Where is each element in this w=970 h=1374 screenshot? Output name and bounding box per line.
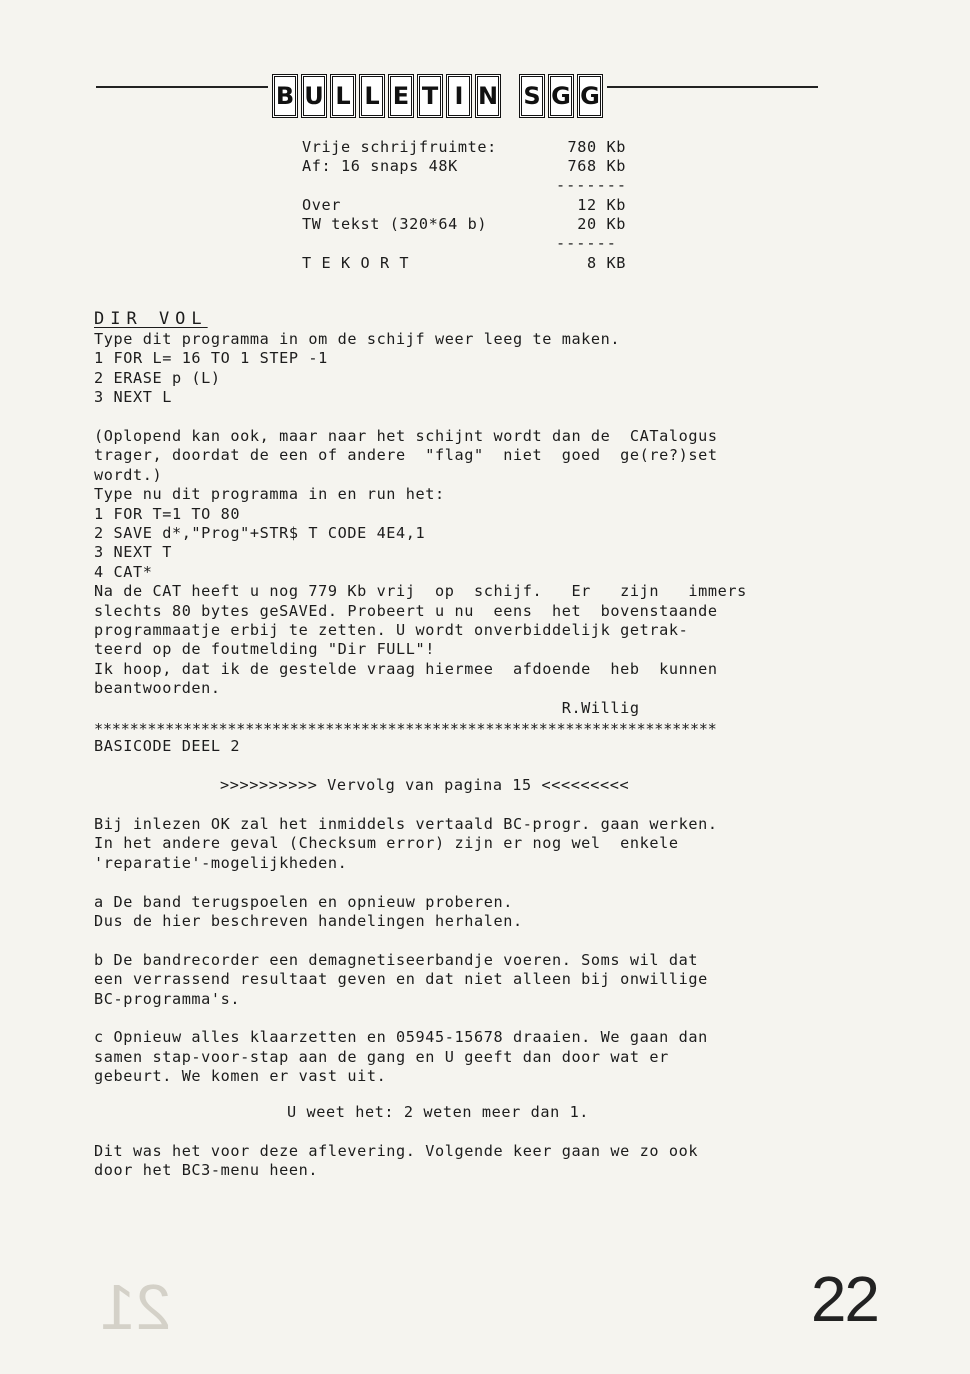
space-row-label: TW tekst (320*64 b) [302,215,488,233]
text-line: samen stap-voor-stap aan de gang en U geeft dan door wat er [94,1047,669,1066]
text-line: Na de CAT heeft u nog 779 Kb vrij op schijf. Er zijn immers [94,582,747,601]
bleed-through-number: 21 [100,1271,172,1343]
space-row-value: 8 KB [587,254,626,272]
text-line: 2 SAVE d*,"Prog"+STR$ T CODE 4E4,1 [94,524,426,542]
asterisk-separator: ********************************************************************** [94,720,717,738]
basicode-heading: BASICODE DEEL 2 [94,737,241,755]
text-line: Dit was het voor deze aflevering. Volgende keer gaan we zo ook [94,1142,699,1160]
text-line: 3 NEXT T [94,543,172,562]
text-line: wordt.) [94,465,163,484]
text-line: 1 FOR T=1 TO 80 [94,504,241,523]
text-line: Dus de hier beschreven handelingen herhalen. [94,912,523,930]
motto-line: U weet het: 2 weten meer dan 1. [287,1103,590,1121]
space-row-label: Over [302,196,341,214]
text-line: BC-programma's. [94,989,241,1008]
title-letter: N [475,74,501,118]
text-line: 4 CAT* [94,562,153,581]
title-letter: T [417,74,443,118]
title-letter: G [548,74,574,118]
text-line: (Oplopend kan ook, maar naar het schijnt wordt dan de CATalogus [94,427,718,445]
text-line: Bij inlezen OK zal het inmiddels vertaald BC-progr. gaan werken. [94,815,718,833]
text-line: a De band terugspoelen en opnieuw proberen. [94,892,513,911]
text-line: 2 ERASE p (L) [94,368,221,387]
text-line: beantwoorden. [94,679,221,698]
title-letter: L [359,74,385,118]
continued-note: >>>>>>>>>> Vervolg van pagina 15 <<<<<<<<< [220,776,630,794]
space-row-label: Vrije schrijfruimte: [302,138,497,156]
text-line: een verrassend resultaat geven en dat niet alleen bij onwillige [94,970,708,989]
title-letter: E [388,74,414,118]
text-line: programmaatje erbij te zetten. U wordt onverbiddelijk getrak- [94,621,689,639]
text-line: Ik hoop, dat ik de gestelde vraag hiermee afdoende heb kunnen [94,659,718,678]
title-letter: B [272,74,298,118]
space-row-value: 768 Kb [567,157,626,175]
space-row-value: 12 Kb [577,196,626,214]
space-row-label: Af: 16 snaps 48K [302,157,458,175]
table-divider: ------ [556,234,617,252]
page-number: 22 [810,1263,878,1335]
bulletin-title [268,74,607,124]
title-letter: G [577,74,603,118]
space-row-value: 780 Kb [567,138,626,156]
text-line: teerd op de foutmelding "Dir FULL"! [94,640,436,659]
text-line: 3 NEXT L [94,388,172,407]
text-line: 1 FOR L= 16 TO 1 STEP -1 [94,349,328,368]
text-line: Type nu dit programma in en run het: [94,485,445,504]
title-letter: U [301,74,327,118]
space-row-value: 20 Kb [577,215,626,233]
title-letter: L [330,74,356,118]
text-line: 'reparatie'-mogelijkheden. [94,853,348,872]
dir-vol-heading: DIR VOL [94,309,208,329]
text-line: door het BC3-menu heen. [94,1161,319,1180]
text-line: trager, doordat de een of andere "flag" niet goed ge(re?)set [94,446,718,465]
text-line: In het andere geval (Checksum error) zijn er nog wel enkele [94,834,679,853]
text-line: c Opnieuw alles klaarzetten en 05945-15678 draaien. We gaan dan [94,1028,708,1047]
text-line: Type dit programma in om de schijf weer leeg te maken. [94,330,621,348]
title-letter: S [519,74,545,118]
title-spacer [504,74,516,118]
text-line: gebeurt. We komen er vast uit. [94,1067,387,1086]
text-line: b De bandrecorder een demagnetiseerbandje voeren. Soms wil dat [94,950,699,969]
text-line: slechts 80 bytes geSAVEd. Probeert u nu eens het bovenstaande [94,601,718,620]
title-letter: I [446,74,472,118]
table-divider: ------- [556,176,628,194]
space-row-label: T E K O R T [302,254,410,272]
text-line: R.Willig [94,698,640,717]
